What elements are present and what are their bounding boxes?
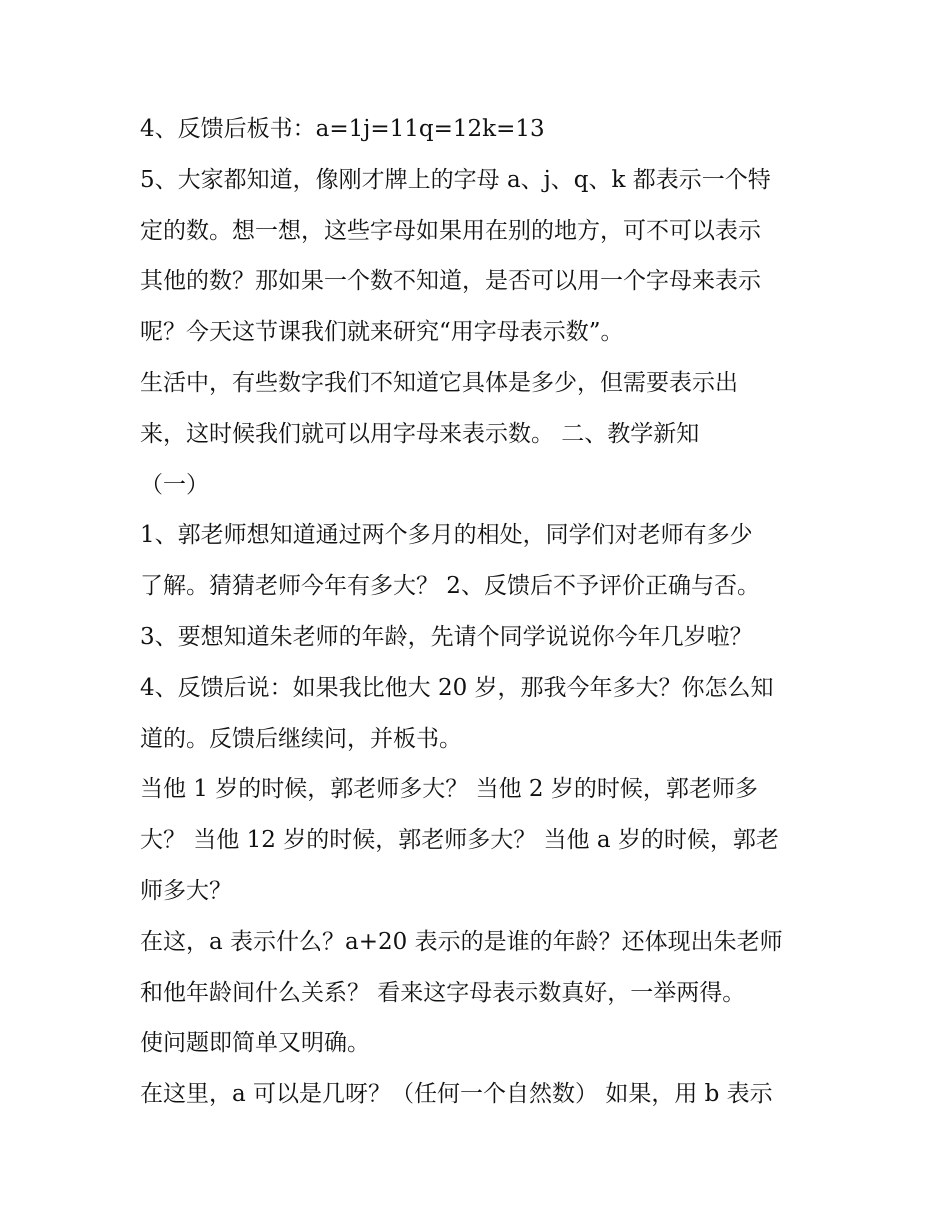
text-line: 道的。反馈后继续问，并板书。 bbox=[140, 725, 462, 752]
text-line: 在这里，a 可以是几呀？（任何一个自然数） 如果，用 b 表示 bbox=[140, 1081, 773, 1108]
text-line: 3、要想知道朱老师的年龄，先请个同学说说你今年几岁啦？ bbox=[140, 623, 753, 650]
text-line: 1、郭老师想知道通过两个多月的相处，同学们对老师有多少 bbox=[140, 522, 753, 549]
text-line: 使问题即简单又明确。 bbox=[140, 1030, 370, 1057]
text-line: 其他的数？那如果一个数不知道，是否可以用一个字母来表示 bbox=[140, 268, 761, 295]
text-line: 在这，a 表示什么？a+20 表示的是谁的年龄？还体现出朱老师 bbox=[140, 928, 783, 955]
text-line: 师多大？ bbox=[140, 877, 232, 904]
text-line: 4、反馈后板书：a=1j=11q=12k=13 bbox=[140, 116, 545, 142]
document-body bbox=[140, 104, 830, 1120]
text-line: 生活中，有些数字我们不知道它具体是多少，但需要表示出 bbox=[140, 369, 738, 396]
text-line: 当他 1 岁的时候，郭老师多大？ 当他 2 岁的时候，郭老师多 bbox=[140, 776, 758, 803]
text-line: 定的数。想一想，这些字母如果用在别的地方，可不可以表示 bbox=[140, 217, 761, 244]
text-line: 4、反馈后说：如果我比他大 20 岁，那我今年多大？你怎么知 bbox=[140, 674, 774, 701]
text-line: 和他年龄间什么关系？ 看来这字母表示数真好，一举两得。 bbox=[140, 979, 746, 1006]
text-line: 5、大家都知道，像刚才牌上的字母 a、j、q、k 都表示一个特 bbox=[140, 166, 771, 193]
text-line: （一） bbox=[140, 471, 209, 498]
text-line: 了解。猜猜老师今年有多大？ 2、反馈后不予评价正确与否。 bbox=[140, 573, 760, 600]
text-line: 来，这时候我们就可以用字母来表示数。 二、教学新知 bbox=[140, 420, 700, 447]
text-line: 大？ 当他 12 岁的时候，郭老师多大？ 当他 a 岁的时候，郭老 bbox=[140, 827, 779, 854]
text-line: 呢？今天这节课我们就来研究“用字母表示数”。 bbox=[140, 319, 624, 346]
